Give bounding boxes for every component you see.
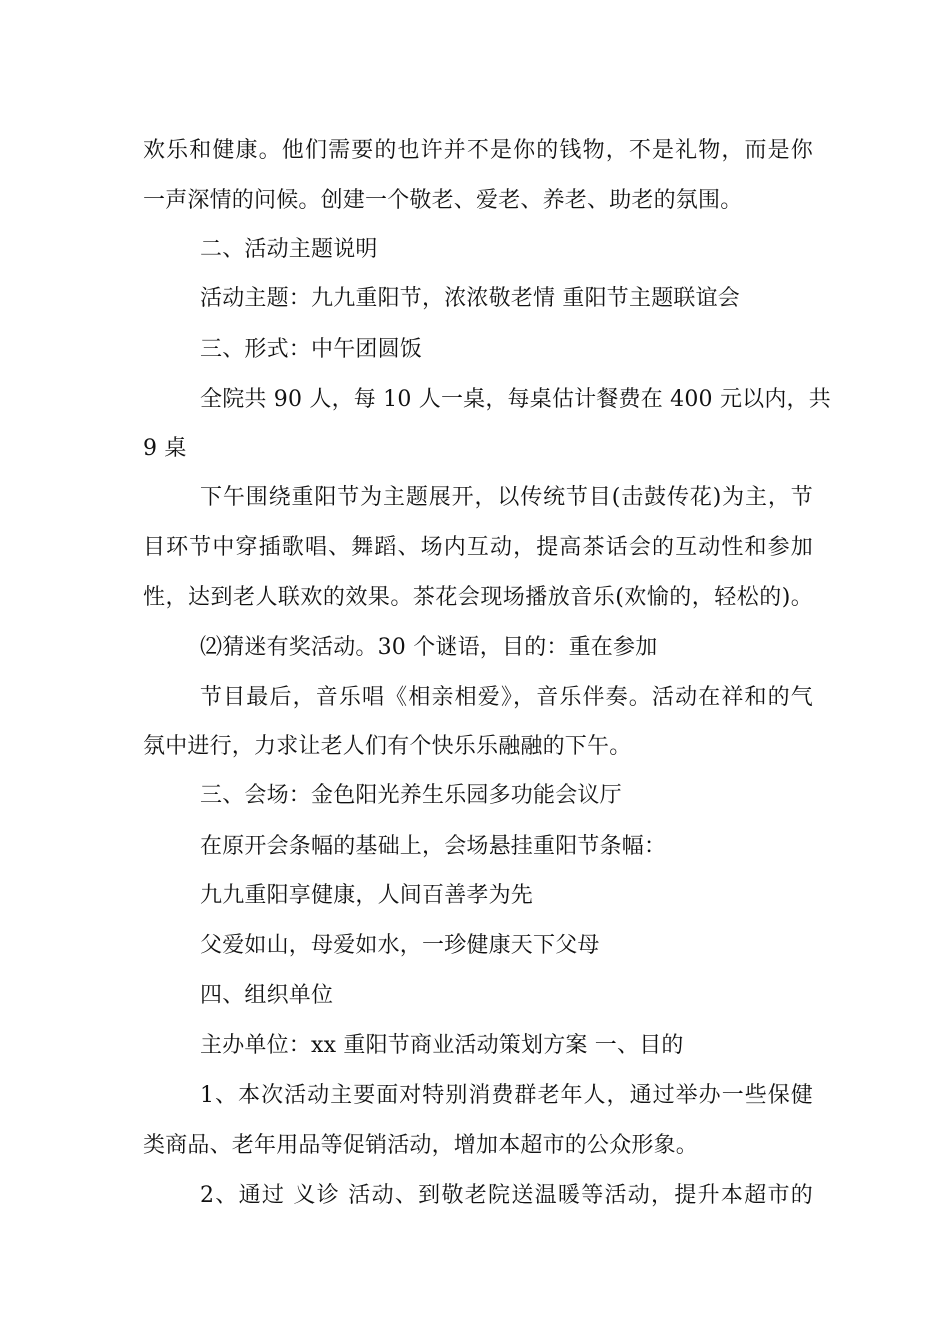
section-heading: 三、会场：金色阳光养生乐园多功能会议厅 bbox=[200, 783, 622, 808]
paragraph-line: 节目最后，音乐唱《相亲相爱》，音乐伴奏。活动在祥和的气 bbox=[200, 685, 813, 710]
paragraph-line: 活动主题：九九重阳节，浓浓敬老情 重阳节主题联谊会 bbox=[200, 286, 740, 311]
paragraph-line: 1、本次活动主要面对特别消费群老年人，通过举办一些保健 bbox=[200, 1083, 813, 1108]
paragraph-line: 全院共 90 人，每 10 人一桌，每桌估计餐费在 400 元以内，共 bbox=[200, 387, 831, 412]
section-heading: 二、活动主题说明 bbox=[200, 237, 378, 262]
section-heading: 四、组织单位 bbox=[200, 983, 334, 1008]
section-heading: 三、形式：中午团圆饭 bbox=[200, 337, 423, 362]
paragraph-line: 主办单位：xx 重阳节商业活动策划方案 一、目的 bbox=[200, 1033, 684, 1058]
banner-text: 九九重阳享健康，人间百善孝为先 bbox=[200, 883, 534, 908]
paragraph-line: 一声深情的问候。创建一个敬老、爱老、养老、助老的氛围。 bbox=[143, 188, 743, 213]
paragraph-line: 欢乐和健康。他们需要的也许并不是你的钱物，不是礼物，而是你 bbox=[143, 138, 813, 163]
paragraph-line: 性，达到老人联欢的效果。茶花会现场播放音乐(欢愉的，轻松的)。 bbox=[143, 585, 813, 610]
paragraph-line: 9 桌 bbox=[143, 436, 187, 461]
paragraph-line: ⑵猜迷有奖活动。30 个谜语，目的：重在参加 bbox=[200, 635, 658, 660]
paragraph-line: 下午围绕重阳节为主题展开，以传统节目(击鼓传花)为主，节 bbox=[200, 485, 813, 510]
paragraph-line: 目环节中穿插歌唱、舞蹈、场内互动，提高茶话会的互动性和参加 bbox=[143, 535, 813, 560]
paragraph-line: 氛中进行，力求让老人们有个快乐乐融融的下午。 bbox=[143, 734, 632, 759]
paragraph-line: 类商品、老年用品等促销活动，增加本超市的公众形象。 bbox=[143, 1133, 699, 1158]
paragraph-line: 在原开会条幅的基础上，会场悬挂重阳节条幅： bbox=[200, 834, 667, 859]
paragraph-line: 2、通过 义诊 活动、到敬老院送温暖等活动，提升本超市的 bbox=[200, 1183, 813, 1208]
banner-text: 父爱如山，母爱如水，一珍健康天下父母 bbox=[200, 933, 600, 958]
